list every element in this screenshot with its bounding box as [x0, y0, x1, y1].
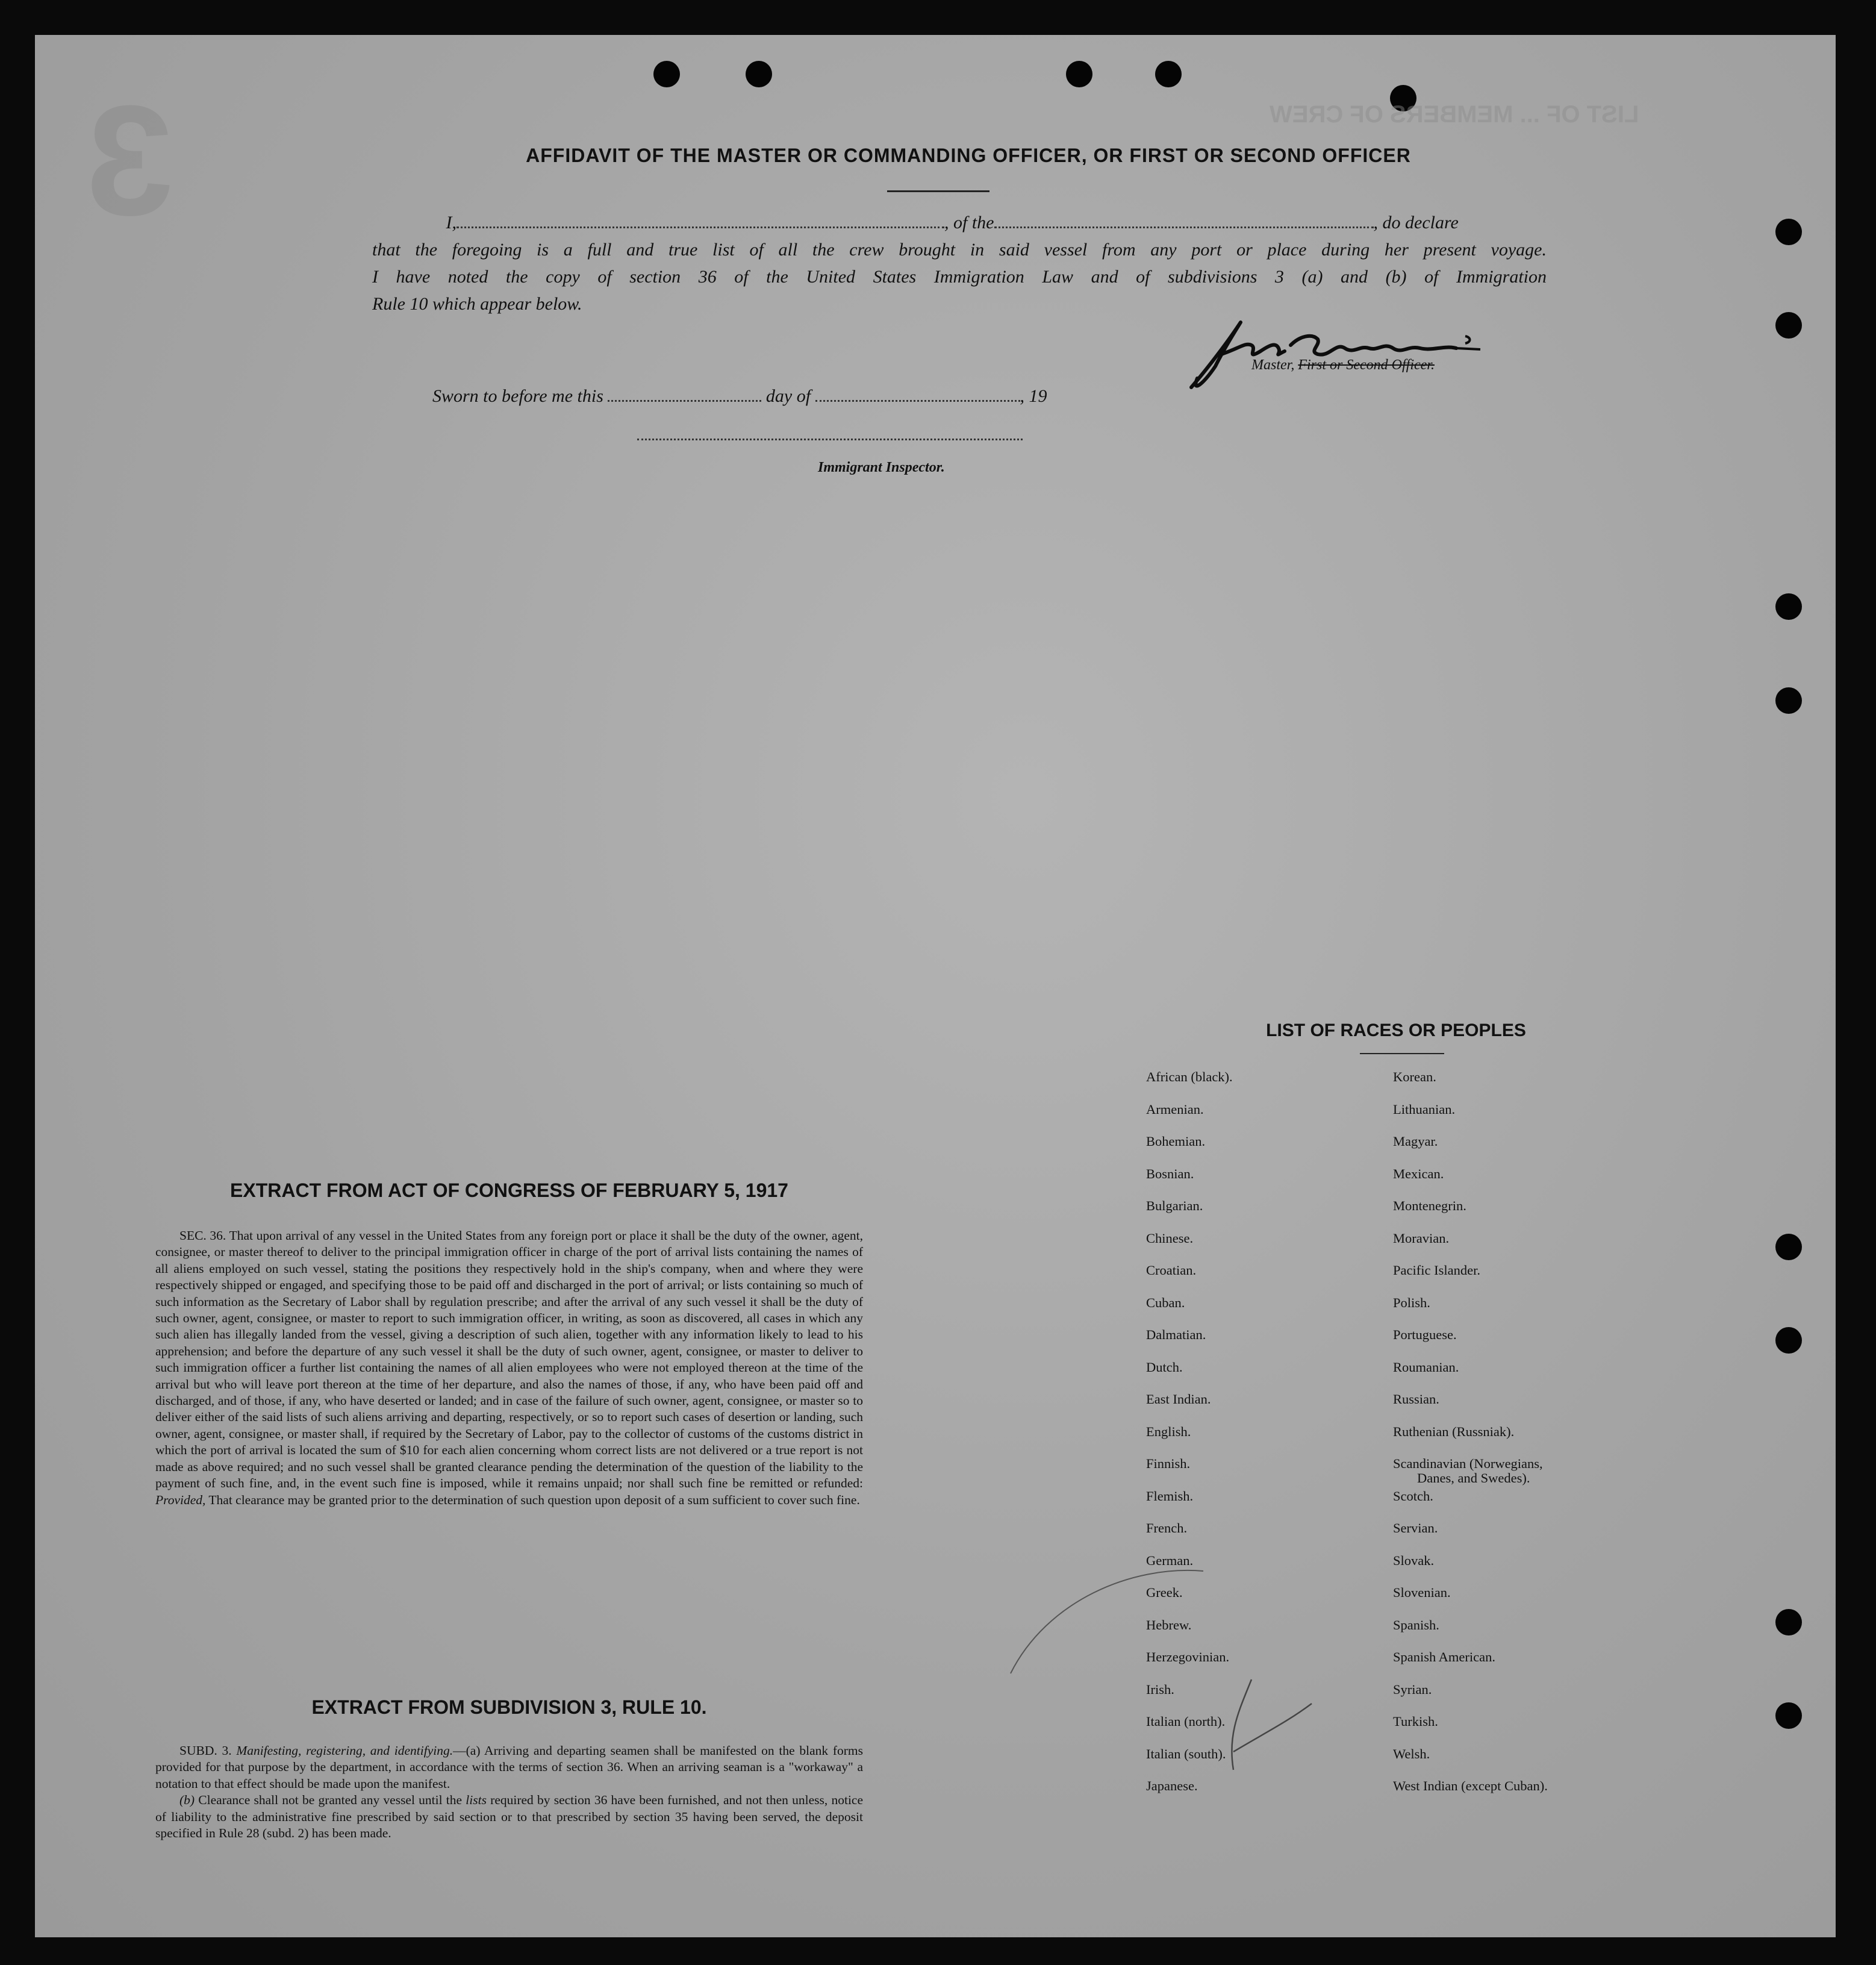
punch-hole: [1775, 1234, 1802, 1260]
race-item: Servian.: [1393, 1520, 1438, 1535]
race-item: Italian (south).: [1146, 1746, 1226, 1761]
race-item: Ruthenian (Russniak).: [1393, 1423, 1515, 1439]
affidavit-declaration-line: [372, 213, 1547, 233]
race-item: Flemish.: [1146, 1488, 1194, 1504]
race-item: Irish.: [1146, 1681, 1174, 1697]
race-item: Bosnian.: [1146, 1166, 1194, 1181]
race-item: Cuban.: [1146, 1295, 1185, 1310]
punch-hole: [653, 61, 680, 87]
name-blank: [457, 214, 944, 228]
race-item: Slovenian.: [1393, 1585, 1451, 1600]
rule-extract-title: EXTRACT FROM SUBDIVISION 3, RULE 10.: [311, 1696, 707, 1718]
punch-hole: [1775, 1609, 1802, 1635]
race-item: Pacific Islander.: [1393, 1263, 1480, 1278]
punch-hole: [1775, 1327, 1802, 1354]
affidavit-line-4: Rule 10 which appear below.: [372, 294, 582, 314]
act-extract-body: [155, 1228, 863, 1508]
inspector-blank: [637, 439, 1023, 440]
race-item: Italian (north).: [1146, 1714, 1226, 1729]
affidavit-line-3: I have noted the copy of section 36 of the United States Immigration Law and of subdivisions 3 (a) and (b) of Immigration: [372, 267, 1547, 287]
race-item: Scotch.: [1393, 1488, 1433, 1504]
proviso-text: That clearance may be granted prior to the determination of such question upon deposit of a sum sufficient to cover such fine.: [208, 1492, 860, 1507]
punch-hole: [746, 61, 772, 87]
race-item: Finnish.: [1146, 1456, 1191, 1471]
bleed-through-title: LIST OF ... MEMBERS OF CREW: [1270, 101, 1639, 128]
races-list-title: LIST OF RACES OR PEOPLES: [1266, 1020, 1526, 1040]
race-item: Portuguese.: [1393, 1327, 1457, 1342]
do-declare-text: , do declare: [1373, 213, 1459, 233]
punch-hole: [1775, 687, 1802, 714]
vessel-blank: [994, 214, 1374, 228]
race-item: Hebrew.: [1146, 1617, 1192, 1632]
race-item: African (black).: [1146, 1069, 1233, 1084]
part-b-lists: lists: [466, 1793, 487, 1808]
race-item: Bulgarian.: [1146, 1198, 1203, 1213]
race-item: Spanish.: [1393, 1617, 1439, 1632]
part-a-text: Arriving and departing seamen shall be manifested on the blank forms provided for that purpose by the department, in accordance with the terms of section 36. When an arriving seaman is a "workaway" a notation to that effect should be made upon the manifest.: [155, 1743, 863, 1791]
race-item: Magyar.: [1393, 1134, 1438, 1149]
race-item: Polish.: [1393, 1295, 1430, 1310]
race-item: Turkish.: [1393, 1714, 1438, 1729]
punch-hole: [1775, 593, 1802, 620]
title-underline: [887, 190, 989, 192]
race-item: Moravian.: [1393, 1230, 1450, 1246]
race-item: Montenegrin.: [1393, 1198, 1466, 1213]
punch-hole: [1775, 312, 1802, 339]
race-item: Lithuanian.: [1393, 1101, 1456, 1117]
punch-hole: [1775, 219, 1802, 245]
proviso-label: Provided,: [155, 1492, 206, 1507]
race-item: Croatian.: [1146, 1263, 1197, 1278]
year-prefix: , 19: [1020, 386, 1047, 406]
document-page: [35, 35, 1836, 1937]
race-item: Syrian.: [1393, 1681, 1432, 1697]
i-prefix: I,: [446, 213, 457, 233]
race-item-continuation: Danes, and Swedes).: [1417, 1470, 1530, 1485]
race-item: Bohemian.: [1146, 1134, 1206, 1149]
races-title-underline: [1360, 1053, 1444, 1054]
sworn-prefix: Sworn to before me this: [432, 386, 603, 406]
part-b-label: (b): [179, 1793, 195, 1808]
race-item: Greek.: [1146, 1585, 1183, 1600]
day-of-text: day of: [765, 386, 811, 406]
race-item: German.: [1146, 1552, 1194, 1568]
sec-label: SEC. 36.: [179, 1228, 226, 1243]
race-item-scandinavian: [1393, 1457, 1548, 1489]
race-item: Japanese.: [1146, 1778, 1198, 1793]
race-item: Chinese.: [1146, 1230, 1194, 1246]
master-label: Master,: [1251, 357, 1295, 373]
race-item: Spanish American.: [1393, 1649, 1495, 1664]
of-the-text: , of the: [944, 213, 994, 233]
part-b-text-2: required by section 36 have been furnished, and not then unless, notice of liability to the administrative fine prescribed by said section or to that prescribed by section 35 having been served, the deposit specified in Rule 28 (subd. 2) has been made.: [155, 1793, 864, 1841]
race-item: Slovak.: [1393, 1552, 1435, 1568]
race-item: French.: [1146, 1520, 1188, 1535]
sec-36-text: That upon arrival of any vessel in the United States from any foreign port or place it shall be the duty of the owner, agent, consignee, or master thereof to deliver to the principal immigration officer in charge of the port of arrival lists containing the names of all aliens employed on such vessel, stating the positions they respectively hold in the ship's company, when and where they were respectively shipped or engaged, and specifying those to be paid off and discharged in the port of arrival; or lists containing so much of such information as the Secretary of Labor shall by regulation prescribe; and after the arrival of any such vessel it shall be the duty of such owner, agent, consignee, or master to report to such immigration officer, in writing, as soon as discovered, all cases in which any such alien has illegally landed from the vessel, giving a description of such alien, together with any information likely to lead to his apprehension; and before the departure of any such vessel it shall be the duty of such owner, agent, consignee, or master to deliver to such immigration officer a further list containing the names of all alien employees who were not employed thereon at the time of the arrival but who will leave port thereon at the time of her departure, and also the names of those, if any, who have been paid off and discharged, and of those, if any, who have deserted or landed; and in case of the failure of such owner, agent, consignee, or master so to deliver either of the said lists of such aliens arriving and departing, respectively, or so to report such cases of desertion or landing, such owner, agent, consignee, or master shall, if required by the Secretary of Labor, pay to the collector of customs of the customs district in which the port of arrival is located the sum of $10 for each alien concerning whom correct lists are not delivered or a true report is not made as above required; and no such vessel shall be granted clearance pending the determination of the question of the liability to the payment of such fine, and, in the event such fine is imposed, while it remains unpaid; nor shall such fine be remitted or refunded:: [155, 1228, 863, 1491]
race-item: Korean.: [1393, 1069, 1436, 1084]
rule-extract-body: [155, 1743, 863, 1842]
affidavit-title: AFFIDAVIT OF THE MASTER OR COMMANDING OFFICER, OR FIRST OR SECOND OFFICER: [526, 145, 1411, 166]
bleed-through-numeral: 3: [86, 73, 173, 248]
subd-heading: Manifesting, registering, and identifying.: [236, 1743, 453, 1758]
race-item: West Indian (except Cuban).: [1393, 1778, 1548, 1793]
pencil-marks: [999, 1553, 1420, 1782]
day-blank: [608, 388, 761, 402]
race-item: Mexican.: [1393, 1166, 1444, 1181]
race-item: Dalmatian.: [1146, 1327, 1206, 1342]
subd-label: SUBD. 3.: [179, 1743, 232, 1758]
race-item: Russian.: [1393, 1392, 1439, 1407]
race-item: Armenian.: [1146, 1101, 1204, 1117]
immigrant-inspector-label: Immigrant Inspector.: [818, 460, 945, 475]
race-item: Welsh.: [1393, 1746, 1430, 1761]
month-blank: [815, 388, 1020, 402]
race-item-line: Scandinavian (Norwegians,: [1393, 1456, 1543, 1471]
race-item: Herzegovinian.: [1146, 1649, 1230, 1664]
punch-hole: [1775, 1702, 1802, 1729]
act-extract-title: EXTRACT FROM ACT OF CONGRESS OF FEBRUARY 5, 1917: [230, 1179, 788, 1201]
signature-caption: [1251, 357, 1435, 373]
affidavit-line-2: that the foregoing is a full and true list of all the crew brought in said vessel from any port or place during her present voyage.: [372, 240, 1547, 260]
part-a-label: —(a): [453, 1743, 481, 1758]
sworn-line: [432, 386, 1047, 407]
punch-hole: [1155, 61, 1182, 87]
race-item: Roumanian.: [1393, 1359, 1459, 1375]
race-item: English.: [1146, 1423, 1191, 1439]
punch-hole: [1066, 61, 1092, 87]
race-item: East Indian.: [1146, 1392, 1211, 1407]
part-b-text-1: Clearance shall not be granted any vessel until the: [198, 1793, 463, 1808]
struck-officer-label: First or Second Officer.: [1298, 357, 1435, 373]
race-item: Dutch.: [1146, 1359, 1183, 1375]
